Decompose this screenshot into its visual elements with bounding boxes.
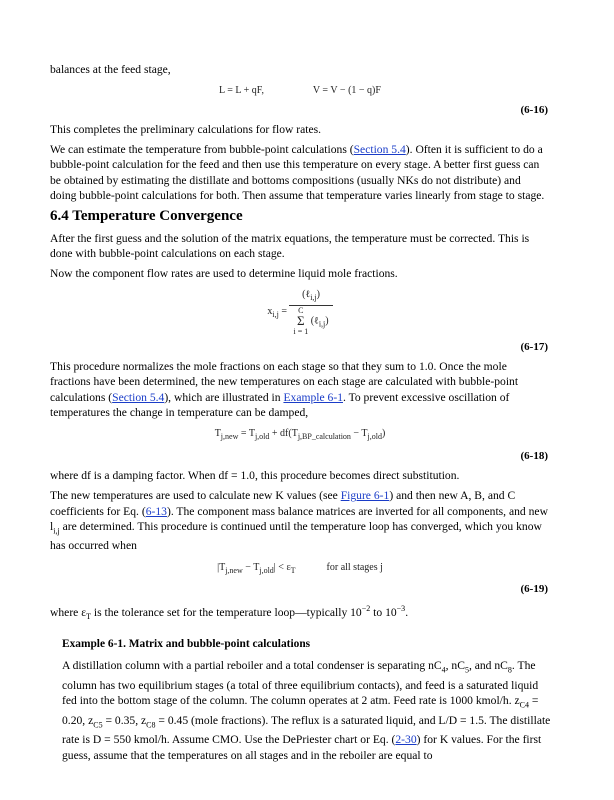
link-figure-6-1[interactable]: Figure 6-1 xyxy=(340,489,390,503)
link-section-5-4-b[interactable]: Section 5.4 xyxy=(112,390,165,404)
paragraph-after-first-guess: After the first guess and the solution of the matrix equations, the temperature must be corrected. This is done with bubble-point calculations on each stage. xyxy=(50,231,530,260)
paragraph-component-flow: Now the component flow rates are used to determine liquid mole fractions. xyxy=(50,267,398,281)
equation-6-17: $x_{i,j}$ = (ℓ$_{i,j}$) C Σ i = 1 (ℓ$_{i,j}$) xyxy=(50,287,550,336)
paragraph-tolerance: where $\varepsilon_T$ is the tolerance set for the temperature loop—typically $10^{-2}$ to $10^{-3}$. xyxy=(50,604,409,622)
link-eq-6-13[interactable]: 6-13 xyxy=(145,504,167,518)
eq-number-6-17: (6-17) xyxy=(520,340,548,353)
intro-line: balances at the feed stage, xyxy=(50,63,171,76)
section-heading: 6.4 Temperature Convergence xyxy=(50,208,243,225)
paragraph-damping: where df is a damping factor. When df = 1.0, this procedure becomes direct substitution. xyxy=(50,468,460,482)
link-section-5-4[interactable]: Section 5.4 xyxy=(353,143,406,157)
link-eq-2-30[interactable]: 2-30 xyxy=(395,733,417,747)
eq-6-16-left: L = L + qF, xyxy=(219,85,265,97)
document-page xyxy=(50,62,550,768)
example-box xyxy=(62,637,552,763)
paragraph-temperature-estimate: We can estimate the temperature from bubble-point calculations (Section 5.4). Often it is sufficient to do a bubble-point calculation for the feed and then use this temperature on every stage. A better first guess can be obtained by estimating the distillate and bottoms compositions (usually NKs do not distribute) and doing bubble-point calculations for both. Then assume that temperature varies linearly from stage to stage. xyxy=(50,143,545,203)
link-example-6-1[interactable]: Example 6-1 xyxy=(283,390,343,404)
equation-6-16 xyxy=(50,83,550,98)
example-title: Example 6-1. Matrix and bubble-point calculations xyxy=(62,637,311,650)
eq-number-6-16: (6-16) xyxy=(520,103,548,116)
paragraph-new-temperatures: The new temperatures are used to calculate new K values (see Figure 6-1) and then new A, B, and C coefficients for Eq. (6-13). The component mass balance matrices are inverted for all components, and new $l_{i,j}$ are determined. This procedure is continued until the temperature loop has converged, which you know has occurred when xyxy=(50,489,548,553)
eq-number-6-19: (6-19) xyxy=(520,583,548,596)
eq-number-6-18: (6-18) xyxy=(520,449,548,462)
eq-6-17-fraction: (ℓ$_{i,j}$) C Σ i = 1 (ℓ$_{i,j}$) xyxy=(289,287,332,336)
paragraph-normalizes: This procedure normalizes the mole fractions on each stage so that they sum to 1.0. Once the mole fractions have been determined, the new temperatures on each stage are calculated with bubble-point calculations (Section 5.4), which are illustrated in Example 6-1. To prevent excessive oscillation of temperatures the change in temperature can be damped, xyxy=(50,360,519,420)
equation-6-19: $|T_{j,new} - T_{j,old}| < \varepsilon_T$ for all stages j xyxy=(217,561,383,575)
equation-6-18: $T_{j,new} = T_{j,old} + df(T_{j,BP\_calculation} - T_{j,old})$ xyxy=(214,428,386,442)
example-text: A distillation column with a partial reboiler and a total condenser is separating $nC_4$, $nC_5$, and $nC_8$. The column has two equilibrium stages (a total of three equilibrium contacts), and feed is a saturated liquid fed into the bottom stage of the column. The column operates at 2 atm. Feed rate is 1000 kmol/h. $z_{C4} = 0.20$, $z_{C5} = 0.35$, $z_{C8} = 0.45$ (mole fractions). The reflux is a saturated liquid, and L/D = 1.5. The distillate rate is D = 550 kmol/h. Assume CMO. Use the DePriester chart or Eq. (2-30) for K values. For the first guess, assume that the temperatures on all stages and in the reboiler are equal to xyxy=(62,659,551,762)
eq-6-16-right: V = V − (1 − q)F xyxy=(312,85,381,97)
paragraph-flow-rates: This completes the preliminary calculations for flow rates. xyxy=(50,122,322,136)
